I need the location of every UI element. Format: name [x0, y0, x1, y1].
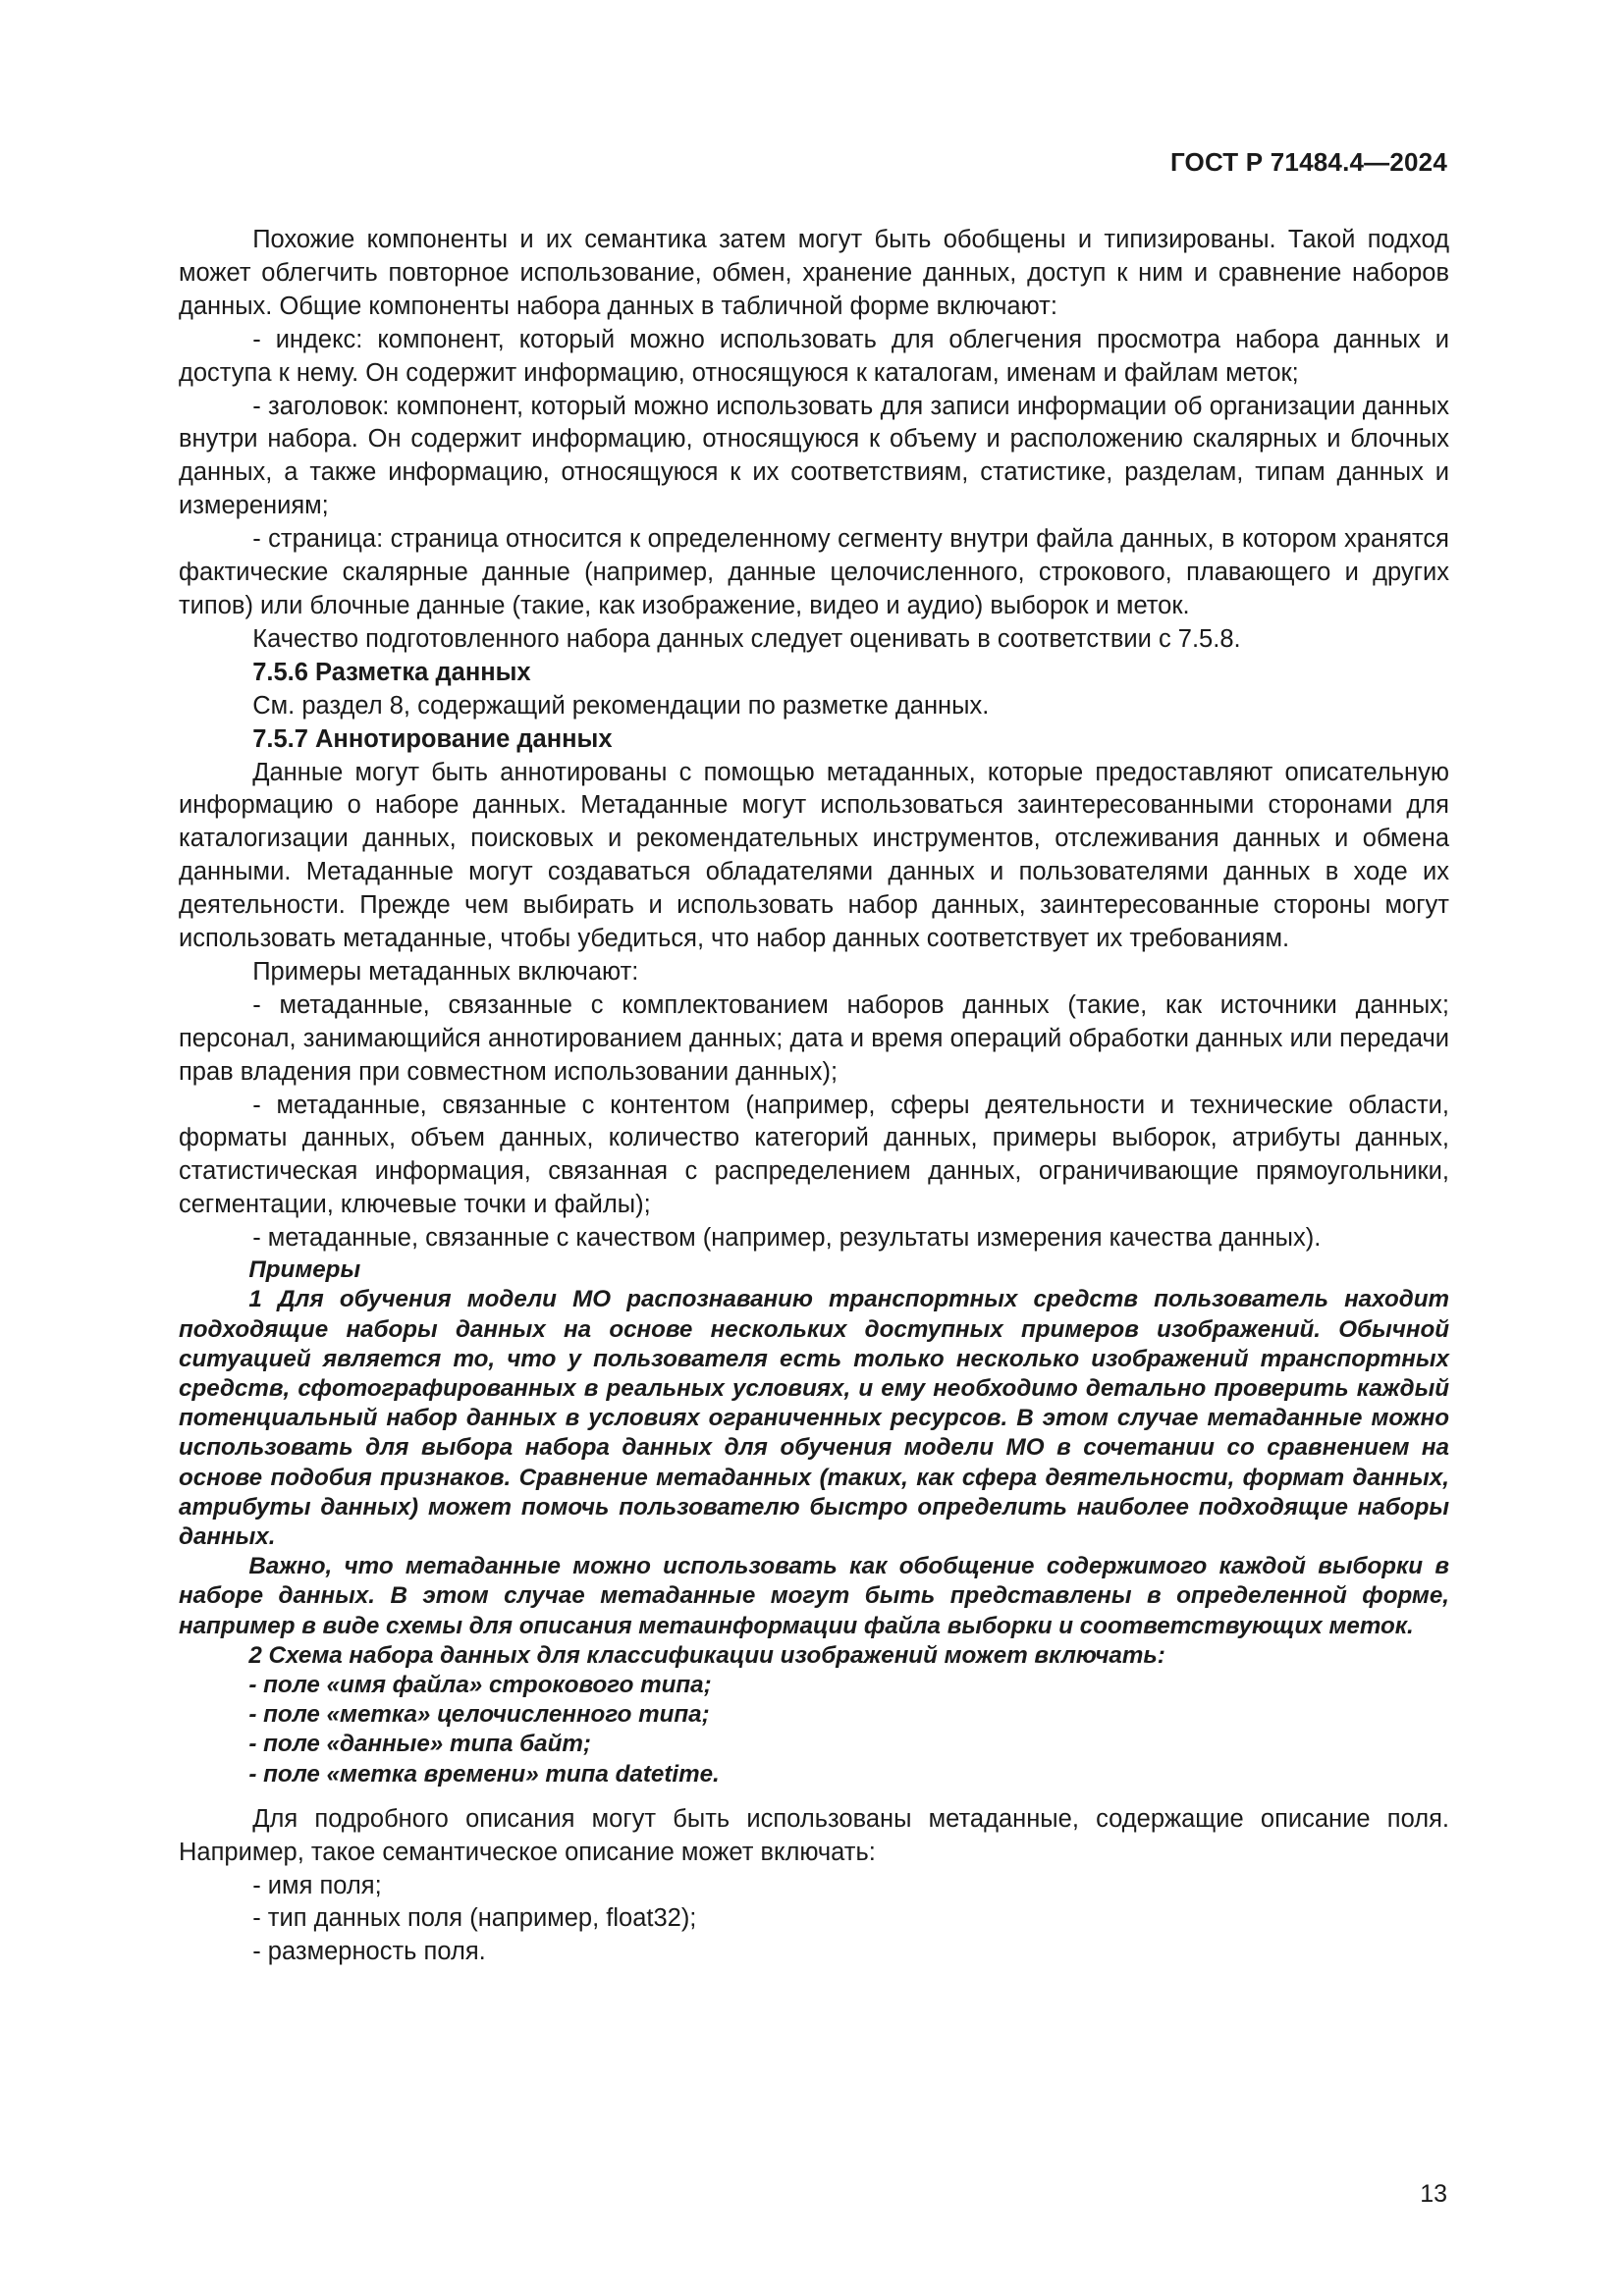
- example-2-item: - поле «метка» целочисленного типа;: [248, 1701, 710, 1729]
- document-id: ГОСТ Р 71484.4—2024: [1169, 147, 1447, 177]
- section-heading-7-5-7: 7.5.7 Аннотирование данных: [252, 724, 613, 753]
- paragraph-examples-intro: Примеры метаданных включают:: [252, 957, 639, 986]
- list-item-field: - размерность поля.: [252, 1938, 486, 1966]
- list-item-meta-quality: - метаданные, связанные с качеством (например, результаты измерения качества данных).: [252, 1224, 1322, 1253]
- example-1-continued: Важно, что метаданные можно использовать как обобщение содержимого каждой выборки в наборе данных. В этом случае метаданные могут быть представлены в определенной форме, например в виде схемы для описания метаинформации файла выборки и соответствующих меток.: [179, 1553, 1449, 1639]
- list-item-field: - имя поля;: [252, 1871, 382, 1899]
- paragraph-components-intro: Похожие компоненты и их семантика затем могут быть обобщены и типизированы. Такой подход может облегчить повторное использование, обмен, хранение данных, доступ к ним и сравнение наборов данных. Общие компоненты набора данных в табличной форме включают:: [179, 226, 1449, 320]
- example-2-item: - поле «имя файла» строкового типа;: [248, 1671, 712, 1698]
- paragraph-7-5-7: Данные могут быть аннотированы с помощью метаданных, которые предоставляют описательную информацию о наборе данных. Метаданные могут использоваться заинтересованными сторонами для каталогизации данных, поисковых и рекомендательных инструментов, отслеживания данных и обмена данными. Метаданные могут создаваться обладателями данных и пользователями данных в ходе их деятельности. Прежде чем выбирать и использовать набор данных, заинтересованные стороны могут использовать метаданные, чтобы убедиться, что набор данных соответствует их требованиям.: [179, 758, 1449, 953]
- section-heading-7-5-6: 7.5.6 Разметка данных: [252, 658, 531, 686]
- paragraph-quality: Качество подготовленного набора данных следует оценивать в соответствии с 7.5.8.: [252, 624, 1241, 653]
- example-2: 2 Схема набора данных для классификации изображений может включать:: [248, 1641, 1165, 1669]
- paragraph-field-description: Для подробного описания могут быть использованы метаданные, содержащие описание поля. Например, такое семантическое описание может включать:: [179, 1804, 1449, 1866]
- list-item-page: - страница: страница относится к определенному сегменту внутри файла данных, в котором хранятся фактические скалярные данные (например, данные целочисленного, строкового, плавающего и других типов) или блочные данные (такие, как изображение, видео и аудио) выборок и меток.: [179, 525, 1449, 619]
- list-item-meta-acquisition: - метаданные, связанные с комплектованием наборов данных (такие, как источники данных; персонал, занимающийся аннотированием данных; дата и время операций обработки данных или передачи прав владения при совместном использовании данных);: [179, 990, 1449, 1086]
- examples-title: Примеры: [248, 1256, 361, 1284]
- list-item-meta-content: - метаданные, связанные с контентом (например, сферы деятельности и технические области, форматы данных, объем данных, количество категорий данных, примеры выборок, атрибуты данных, статистическая информация, связанная с распределением данных, ограничивающие прямоугольники, сегментации, ключевые точки и файлы);: [179, 1091, 1449, 1219]
- example-2-item: - поле «данные» типа байт;: [248, 1731, 591, 1758]
- page-body: [179, 224, 1449, 1969]
- page-number: 13: [1420, 2180, 1447, 2208]
- example-1: 1 Для обучения модели МО распознаванию транспортных средств пользователь находит подходящие наборы данных на основе нескольких доступных примеров изображений. Обычной ситуацией является то, что у пользователя есть только несколько изображений транспортных средств, сфотографированных в реальных условиях, и ему необходимо детально проверить каждый потенциальный набор данных в условиях ограниченных ресурсов. В этом случае метаданные можно использовать для выбора набора данных для обучения модели МО в сочетании со сравнением на основе подобия признаков. Сравнение метаданных (таких, как сфера деятельности, формат данных, атрибуты данных) может помочь пользователю быстро определить наиболее подходящие наборы данных.: [179, 1286, 1449, 1550]
- list-item-field: - тип данных поля (например, float32);: [252, 1904, 697, 1933]
- example-2-item: - поле «метка времени» типа datetime.: [248, 1760, 720, 1788]
- list-item-index: - индекс: компонент, который можно использовать для облегчения просмотра набора данных и доступа к нему. Он содержит информацию, относящуюся к каталогам, именам и файлам меток;: [179, 325, 1449, 387]
- list-item-header: - заголовок: компонент, который можно использовать для записи информации об организации данных внутри набора. Он содержит информацию, относящуюся к объему и расположению скалярных и блочных данных, а также информацию, относящуюся к их соответствиям, статистике, разделам, типам данных и измерениям;: [179, 392, 1449, 520]
- paragraph-7-5-6: См. раздел 8, содержащий рекомендации по разметке данных.: [252, 691, 990, 720]
